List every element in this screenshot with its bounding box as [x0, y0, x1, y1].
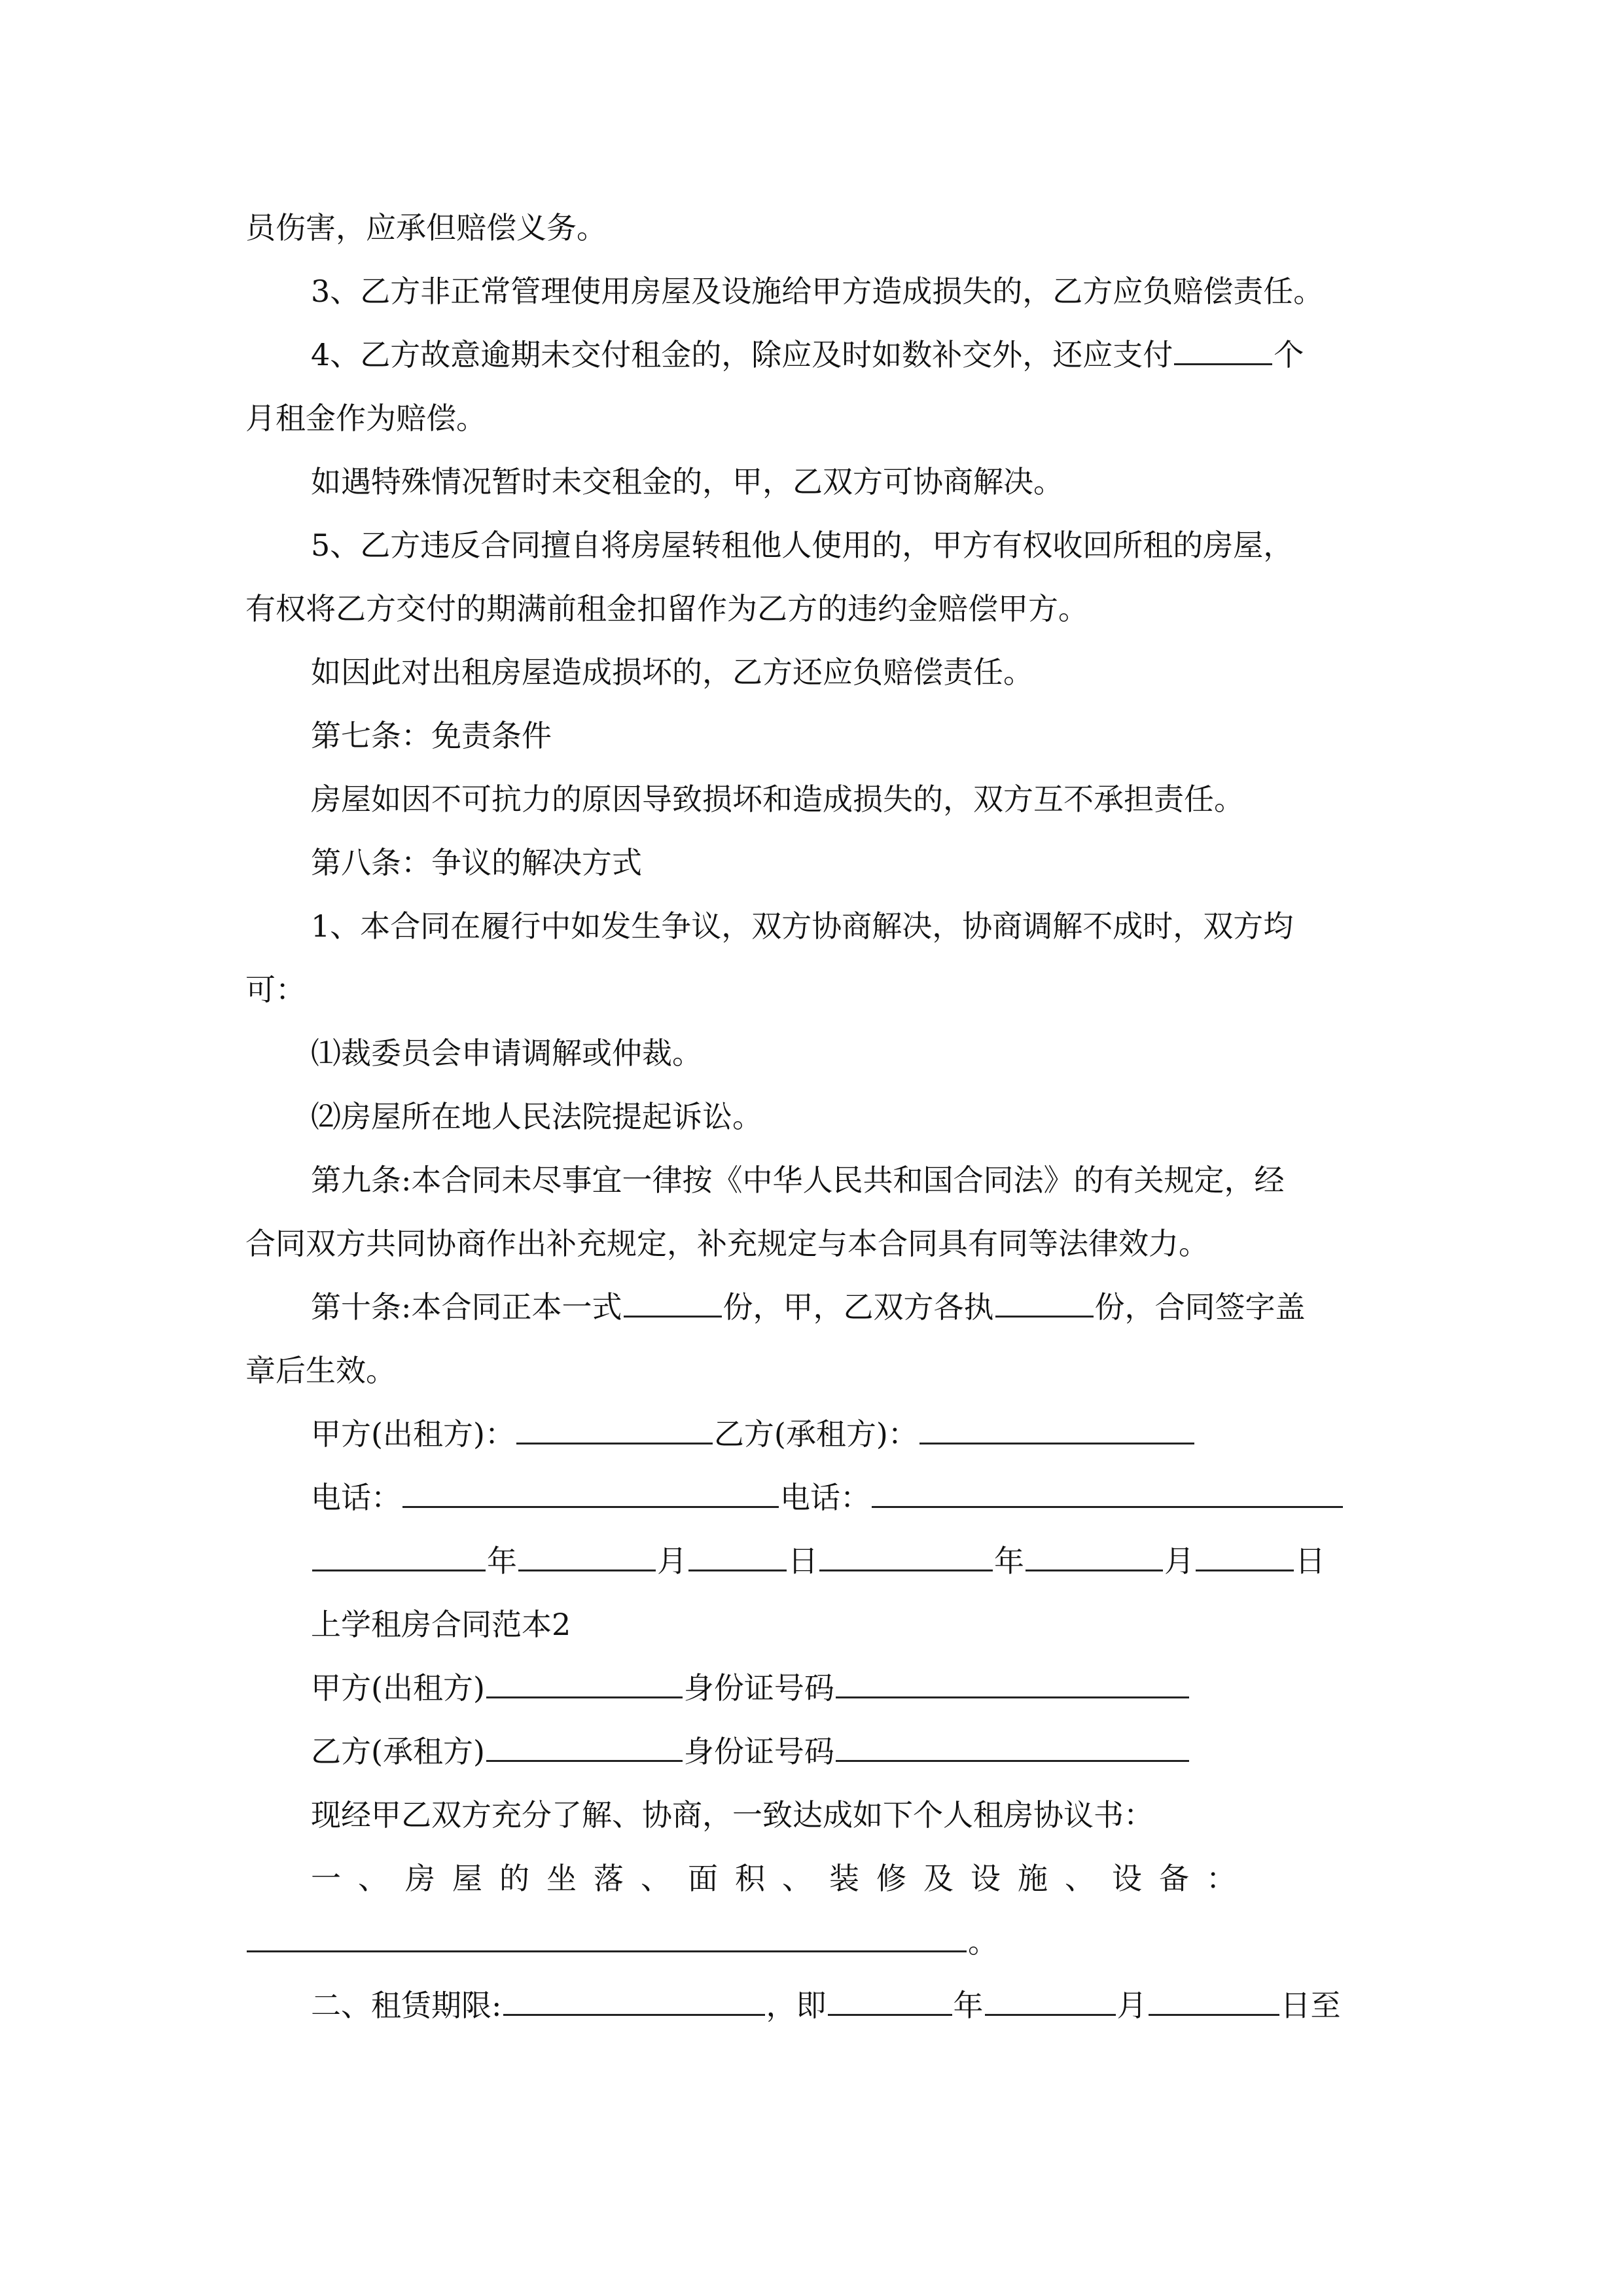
label: 月 [1164, 1543, 1194, 1579]
blank-field[interactable] [995, 1315, 1094, 1318]
clause-4 [245, 323, 1384, 387]
text: 一、房屋的坐落、面积、装修及设施、设备： [311, 1861, 1253, 1896]
agreement-intro [245, 1784, 1384, 1847]
lessor-id-row [245, 1657, 1384, 1720]
article-9 [245, 1149, 1384, 1212]
text: 如遇特殊情况暂时未交租金的，甲，乙双方可协商解决。 [311, 464, 1063, 499]
lessee-signature-field[interactable] [919, 1442, 1194, 1444]
month-field[interactable] [1026, 1569, 1163, 1571]
lease-term-field[interactable] [503, 2013, 765, 2016]
text: 个 [1274, 337, 1304, 372]
text: 可： [245, 972, 306, 1007]
text: 第八条：争议的解决方式 [311, 845, 642, 880]
lessee-name-field[interactable] [486, 1759, 683, 1762]
paragraph-line [245, 196, 1384, 260]
label: 甲方(出租方) [311, 1670, 485, 1706]
sub-item-2 [245, 1085, 1384, 1149]
label: 年 [994, 1543, 1024, 1579]
text: 第十条:本合同正本一式 [311, 1289, 622, 1325]
lessee-id-row [245, 1720, 1384, 1784]
clause-8-1 [245, 895, 1384, 958]
label: 日 [788, 1543, 818, 1579]
clause-3 [245, 260, 1384, 323]
text: ⑵房屋所在地人民法院提起诉讼。 [311, 1099, 762, 1134]
item-1-field-row [245, 1910, 1384, 1974]
text: ⑴裁委员会申请调解或仲裁。 [311, 1035, 702, 1071]
paragraph-line [245, 1339, 1384, 1403]
document-body [245, 196, 1384, 2037]
label: 乙方(承租方) [311, 1734, 485, 1769]
text: 第九条:本合同未尽事宜一律按《中华人民共和国合同法》的有关规定，经 [311, 1162, 1285, 1198]
month-field[interactable] [518, 1569, 656, 1571]
sub-item-1 [245, 1022, 1384, 1085]
label: 月 [1116, 1988, 1147, 2023]
lessor-phone-field[interactable] [402, 1505, 779, 1508]
lease-term-row [245, 1974, 1384, 2037]
text: 1、本合同在履行中如发生争议，双方协商解决，协商调解不成时，双方均 [311, 908, 1294, 944]
start-year-field[interactable] [828, 2013, 952, 2016]
article-7-heading [245, 704, 1384, 768]
phone-row [245, 1466, 1384, 1530]
text: 。 [968, 1924, 998, 1960]
label: 身份证号码 [683, 1670, 834, 1706]
blank-field[interactable] [1174, 363, 1272, 365]
text: 月租金作为赔偿。 [245, 401, 486, 436]
paragraph-line [245, 958, 1384, 1022]
label: 甲方(出租方)： [311, 1416, 515, 1452]
text: 员伤害，应承但赔偿义务。 [245, 210, 607, 245]
label: 身份证号码 [683, 1734, 834, 1769]
item-1-heading [245, 1847, 1384, 1910]
start-day-field[interactable] [1149, 2013, 1279, 2016]
label: 月 [657, 1543, 687, 1579]
text: 4、乙方故意逾期未交付租金的，除应及时如数补交外，还应支付 [311, 337, 1173, 372]
label: 日 [1295, 1543, 1325, 1579]
label: 电话： [311, 1480, 401, 1515]
lessor-signature-field[interactable] [516, 1442, 713, 1444]
text: 有权将乙方交付的期满前租金扣留作为乙方的违约金赔偿甲方。 [245, 591, 1088, 626]
lessee-phone-field[interactable] [872, 1505, 1343, 1508]
day-field[interactable] [1196, 1569, 1294, 1571]
date-row [245, 1530, 1384, 1593]
signature-party-row [245, 1403, 1384, 1466]
paragraph-line [245, 641, 1384, 704]
article-8-heading [245, 831, 1384, 895]
text: 第七条：免责条件 [311, 718, 552, 753]
paragraph-line [245, 450, 1384, 514]
label: 日至 [1280, 1988, 1341, 2023]
label: 年 [487, 1543, 517, 1579]
paragraph-line [245, 387, 1384, 450]
label: ，即 [766, 1988, 827, 2023]
label: 乙方(承租方)： [713, 1416, 918, 1452]
clause-5 [245, 514, 1384, 577]
blank-field[interactable] [624, 1315, 722, 1318]
start-month-field[interactable] [985, 2013, 1116, 2016]
year-field[interactable] [819, 1569, 993, 1571]
property-details-field[interactable] [247, 1950, 967, 1952]
paragraph-line [245, 768, 1384, 831]
text: 上学租房合同范本2 [311, 1607, 571, 1642]
text: 3、乙方非正常管理使用房屋及设施给甲方造成损失的，乙方应负赔偿责任。 [311, 274, 1324, 309]
year-field[interactable] [312, 1569, 486, 1571]
text: 5、乙方违反合同擅自将房屋转租他人使用的，甲方有权收回所租的房屋， [311, 528, 1294, 563]
text: 份，甲，乙双方各执 [722, 1289, 994, 1325]
paragraph-line [245, 577, 1384, 641]
label: 电话： [780, 1480, 870, 1515]
text: 章后生效。 [245, 1353, 396, 1388]
article-10 [245, 1276, 1384, 1339]
paragraph-line [245, 1212, 1384, 1276]
label: 二、租赁期限: [311, 1988, 502, 2023]
text: 如因此对出租房屋造成损坏的，乙方还应负赔偿责任。 [311, 655, 1033, 690]
text: 合同双方共同协商作出补充规定，补充规定与本合同具有同等法律效力。 [245, 1226, 1209, 1261]
section-title [245, 1593, 1384, 1657]
lessor-id-field[interactable] [836, 1696, 1189, 1698]
label: 年 [953, 1988, 984, 2023]
text: 现经甲乙双方充分了解、协商，一致达成如下个人租房协议书： [311, 1797, 1154, 1833]
text: 房屋如因不可抗力的原因导致损坏和造成损失的，双方互不承担责任。 [311, 781, 1244, 817]
lessor-name-field[interactable] [486, 1696, 683, 1698]
text: 份，合同签字盖 [1094, 1289, 1306, 1325]
day-field[interactable] [688, 1569, 787, 1571]
lessee-id-field[interactable] [836, 1759, 1189, 1762]
